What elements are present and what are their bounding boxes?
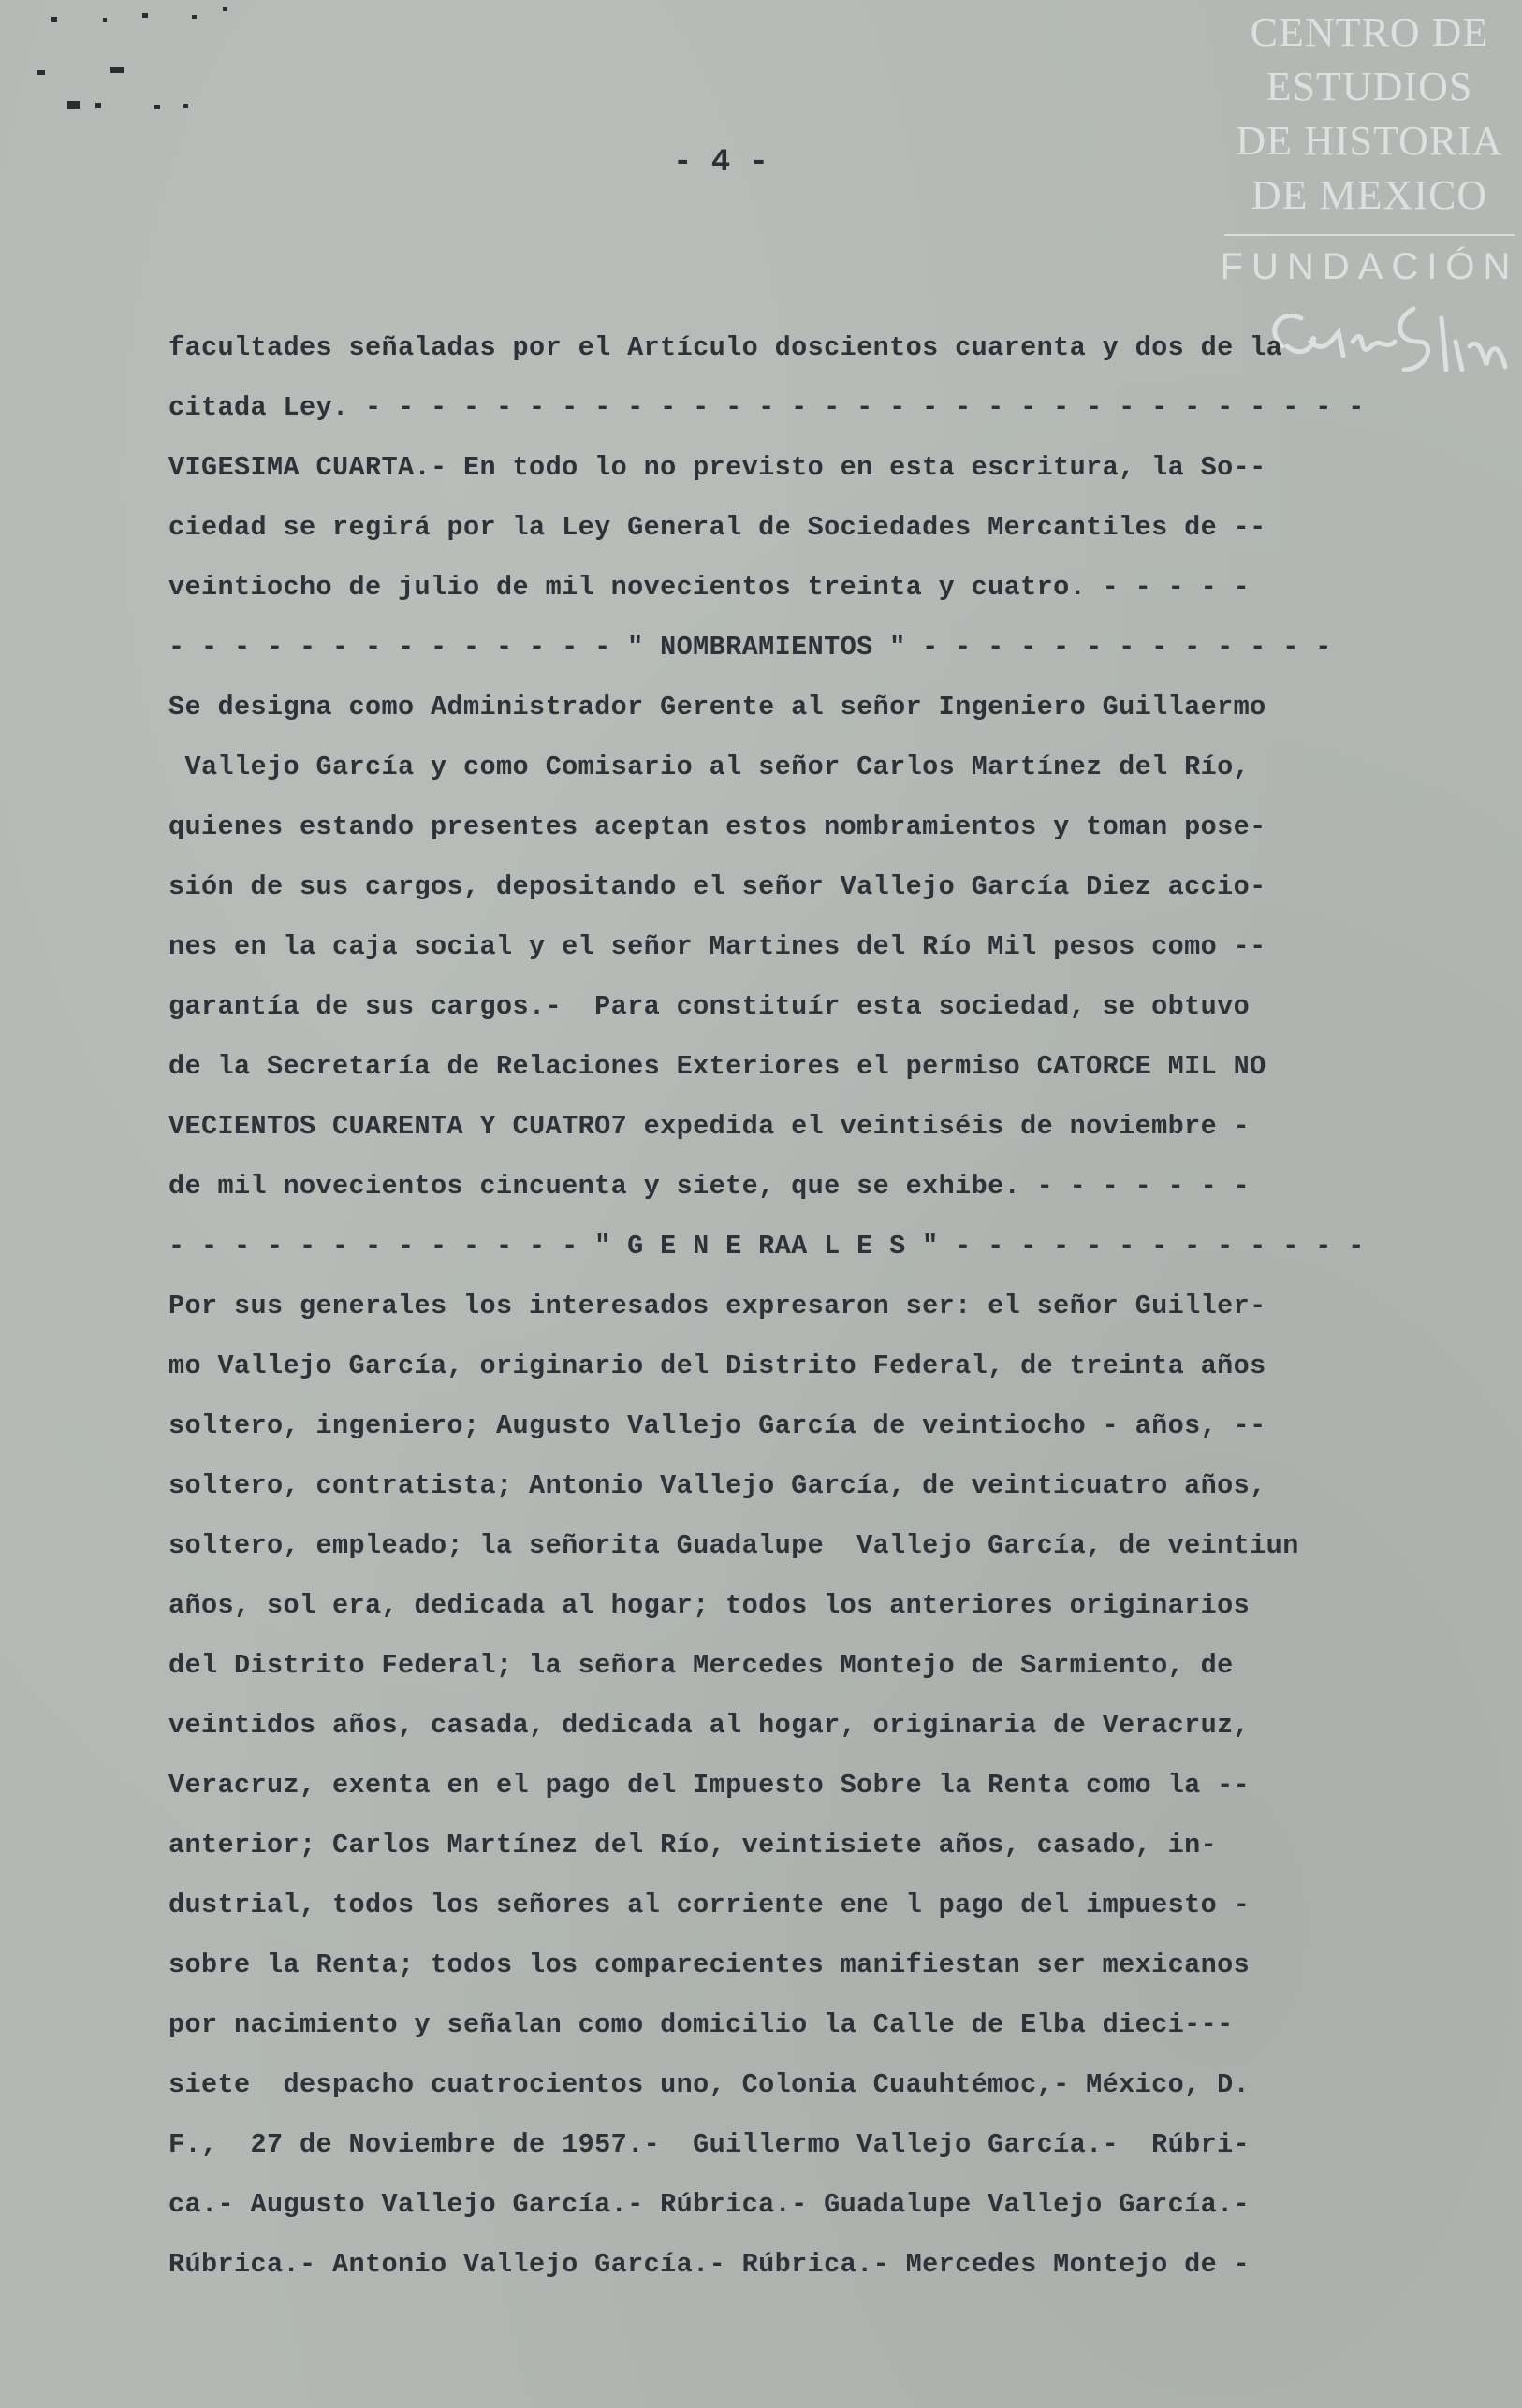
text-line: dustrial, todos los señores al corriente ene l pago del impuesto - xyxy=(168,1890,1251,1920)
section-heading-line: - - - - - - - - - - - - - " G E N E RAA L E S " - - - - - - - - - - - - - xyxy=(168,1231,1365,1262)
watermark-divider xyxy=(1224,234,1515,236)
text-line: años, sol era, dedicada al hogar; todos los anteriores originarios xyxy=(168,1590,1251,1621)
text-line: citada Ley. - - - - - - - - - - - - - - - - - - - - - - - - - - - - - - - xyxy=(168,392,1365,423)
text-line: anterior; Carlos Martínez del Río, veintisiete años, casado, in- xyxy=(168,1830,1218,1861)
text-line: soltero, contratista; Antonio Vallejo García, de veinticuatro años, xyxy=(168,1470,1266,1501)
watermark-foundation: FUNDACIÓN xyxy=(1220,246,1519,287)
text-line: veintidos años, casada, dedicada al hogar, originaria de Veracruz, xyxy=(168,1710,1251,1741)
text-line: sión de sus cargos, depositando el señor Vallejo García Diez accio- xyxy=(168,871,1266,902)
text-line: veintiocho de julio de mil novecientos treinta y cuatro. - - - - - xyxy=(168,572,1251,603)
text-line: garantía de sus cargos.- Para constituír esta sociedad, se obtuvo xyxy=(168,991,1251,1022)
paper-specks xyxy=(0,0,243,131)
text-line: del Distrito Federal; la señora Mercedes Montejo de Sarmiento, de xyxy=(168,1650,1234,1681)
text-line: F., 27 de Noviembre de 1957.- Guillermo Vallejo García.- Rúbri- xyxy=(168,2129,1251,2160)
watermark-line: CENTRO DE xyxy=(1250,9,1489,55)
text-line: sobre la Renta; todos los comparecientes manifiestan ser mexicanos xyxy=(168,1949,1251,1980)
text-line: mo Vallejo García, originario del Distrito Federal, de treinta años xyxy=(168,1350,1266,1381)
text-line: facultades señaladas por el Artículo doscientos cuarenta y dos de la xyxy=(168,332,1283,363)
watermark-line: DE MEXICO xyxy=(1251,172,1488,218)
text-line: siete despacho cuatrocientos uno, Colonia Cuauhtémoc,- México, D. xyxy=(168,2069,1251,2100)
text-line: ciedad se regirá por la Ley General de Sociedades Mercantiles de -- xyxy=(168,512,1266,543)
text-line: Vallejo García y como Comisario al señor Carlos Martínez del Río, xyxy=(168,752,1251,782)
watermark-line: ESTUDIOS xyxy=(1266,64,1473,109)
text-line: soltero, ingeniero; Augusto Vallejo García de veintiocho - años, -- xyxy=(168,1410,1266,1441)
text-line: Veracruz, exenta en el pago del Impuesto Sobre la Renta como la -- xyxy=(168,1770,1251,1801)
text-line: nes en la caja social y el señor Martines del Río Mil pesos como -- xyxy=(168,931,1266,962)
text-line: por nacimiento y señalan como domicilio la Calle de Elba dieci--- xyxy=(168,2009,1234,2040)
text-line: VIGESIMA CUARTA.- En todo lo no previsto en esta escritura, la So-- xyxy=(168,452,1266,483)
text-line: VECIENTOS CUARENTA Y CUATRO7 expedida el veintiséis de noviembre - xyxy=(168,1111,1251,1142)
document-body xyxy=(168,318,1395,2295)
text-line: de mil novecientos cincuenta y siete, que se exhibe. - - - - - - - xyxy=(168,1171,1251,1202)
text-line: Rúbrica.- Antonio Vallejo García.- Rúbrica.- Mercedes Montejo de - xyxy=(168,2249,1251,2280)
page-number: - 4 - xyxy=(672,145,769,181)
text-line: de la Secretaría de Relaciones Exteriores el permiso CATORCE MIL NO xyxy=(168,1051,1266,1082)
text-line: quienes estando presentes aceptan estos nombramientos y toman pose- xyxy=(168,811,1266,842)
text-line: Por sus generales los interesados expresaron ser: el señor Guiller- xyxy=(168,1291,1266,1321)
text-line: Se designa como Administrador Gerente al señor Ingeniero Guillaermo xyxy=(168,692,1266,722)
archive-watermark xyxy=(1217,6,1522,286)
text-line: soltero, empleado; la señorita Guadalupe Vallejo García, de veintiun xyxy=(168,1530,1299,1561)
text-line: ca.- Augusto Vallejo García.- Rúbrica.- Guadalupe Vallejo García.- xyxy=(168,2189,1251,2220)
section-heading-line: - - - - - - - - - - - - - - " NOMBRAMIENTOS " - - - - - - - - - - - - - xyxy=(168,632,1332,663)
watermark-line: DE HISTORIA xyxy=(1236,118,1503,164)
